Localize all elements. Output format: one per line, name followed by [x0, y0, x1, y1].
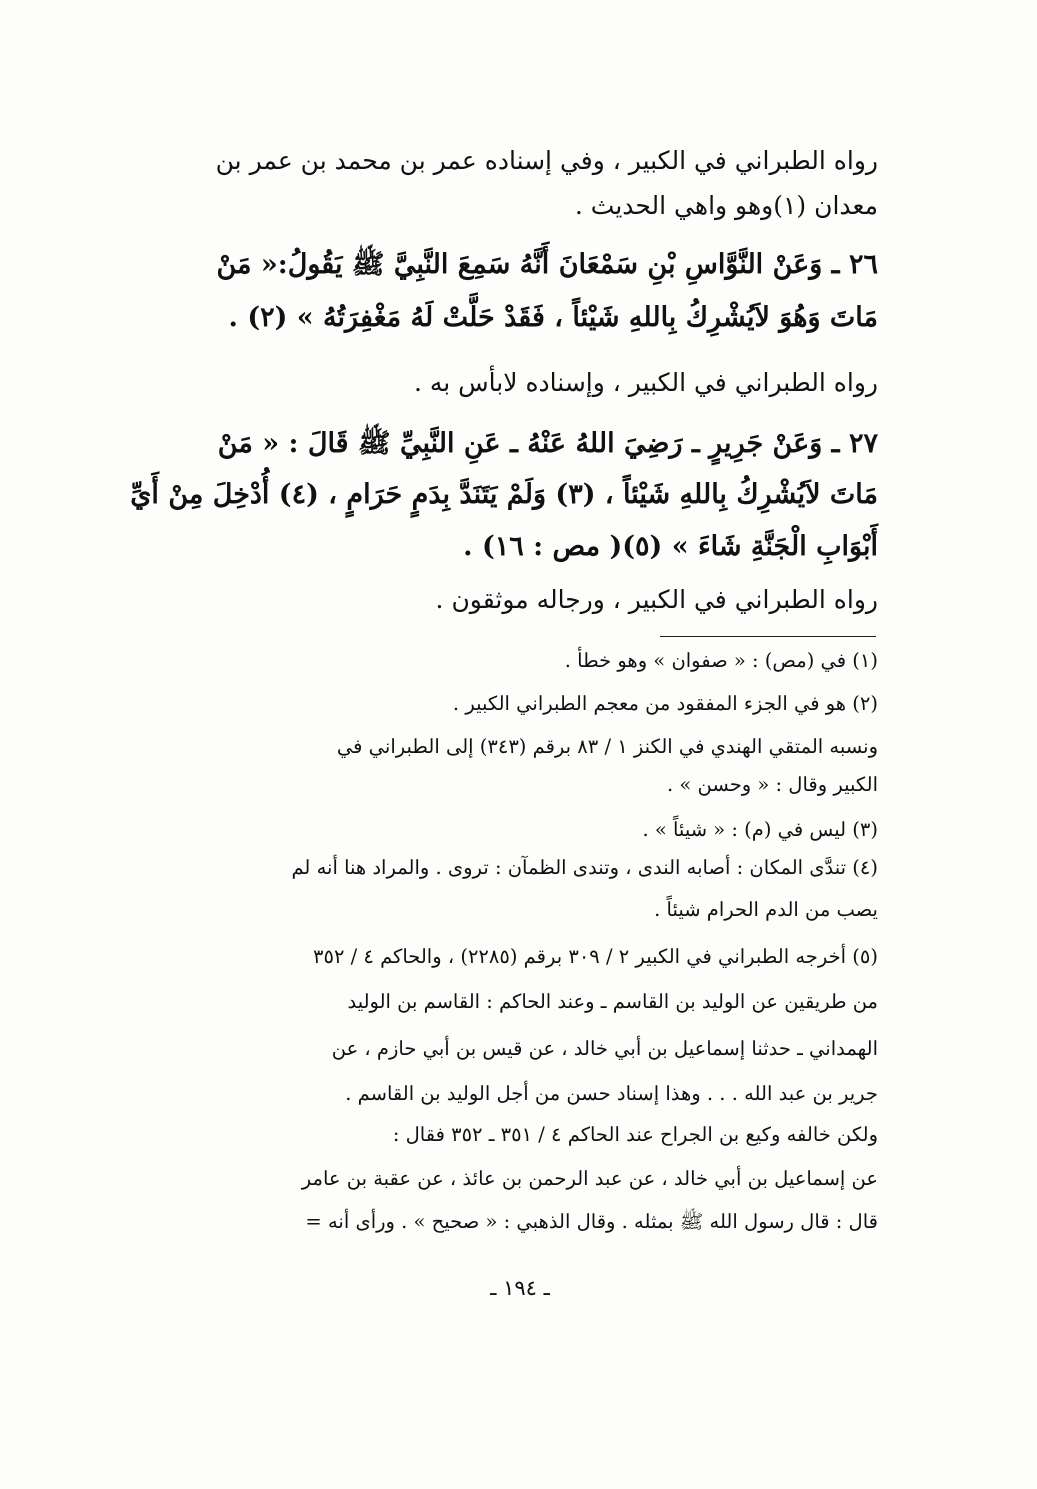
footnote-5-cont-5: عن إسماعيل بن أبي خالد ، عن عبد الرحمن بن عائذ ، عن عقبة بن عامر — [301, 1167, 878, 1190]
body-line-1: رواه الطبراني في الكبير ، وفي إسناده عمر بن محمد بن عمر بن — [215, 146, 878, 175]
footnote-5-cont-1: من طريقين عن الوليد بن القاسم ـ وعند الحاكم : القاسم بن الوليد — [347, 990, 878, 1013]
footnote-3: (٣) ليس في (م) : « شيئاً » . — [642, 818, 878, 841]
body-line-5: رواه الطبراني في الكبير ، وإسناده لابأس به . — [413, 368, 878, 397]
footnote-2-cont-2: الكبير وقال : « وحسن » . — [666, 773, 878, 796]
page-number: ـ ١٩٤ ـ — [490, 1276, 550, 1300]
footnote-separator — [660, 636, 876, 637]
hadith-26-line-2: مَاتَ وَهُوَ لاَيُشْرِكُ بِاللهِ شَيْئاً ، فَقَدْ حَلَّتْ لَهُ مَغْفِرَتُهُ » (٢) . — [228, 302, 878, 333]
footnote-1: (١) في (مص) : « صفوان » وهو خطأ . — [564, 649, 878, 672]
footnote-5-cont-4: ولكن خالفه وكيع بن الجراح عند الحاكم ٤ / ٣٥١ ـ ٣٥٢ فقال : — [392, 1123, 878, 1146]
hadith-27-line-3: أَبْوَابِ الْجَنَّةِ شَاءَ » (٥)( مص : ١٦) . — [463, 531, 878, 562]
footnote-5-cont-6: قال : قال رسول الله ﷺ بمثله . وقال الذهبي : « صحيح » . ورأى أنه = — [305, 1210, 878, 1233]
footnote-4: (٤) تندَّى المكان : أصابه الندى ، وتندى الظمآن : تروى . والمراد هنا أنه لم — [291, 856, 878, 879]
footnote-5-cont-3: جرير بن عبد الله . . . وهذا إسناد حسن من أجل الوليد بن القاسم . — [345, 1082, 878, 1105]
footnote-2-cont-1: ونسبه المتقي الهندي في الكنز ١ / ٨٣ برقم (٣٤٣) إلى الطبراني في — [336, 735, 878, 758]
body-line-9: رواه الطبراني في الكبير ، ورجاله موثقون . — [435, 585, 878, 614]
footnote-4-cont: يصب من الدم الحرام شيئاً . — [654, 898, 878, 921]
body-line-2: معدان (١)وهو واهي الحديث . — [574, 191, 878, 220]
footnote-2: (٢) هو في الجزء المفقود من معجم الطبراني الكبير . — [452, 692, 878, 715]
footnote-5: (٥) أخرجه الطبراني في الكبير ٢ / ٣٠٩ برقم (٢٢٨٥) ، والحاكم ٤ / ٣٥٢ — [313, 945, 878, 968]
hadith-27-line-2: مَاتَ لاَيُشْرِكُ بِاللهِ شَيْئاً ، (٣) وَلَمْ يَتَنَدَّ بِدَمٍ حَرَامٍ ، (٤) أُدْخِلَ مِنْ أَيِّ — [130, 479, 878, 510]
hadith-27-line-1: ٢٧ ـ وَعَنْ جَرِيرٍ ـ رَضِيَ اللهُ عَنْهُ ـ عَنِ النَّبِيِّ ﷺ قَالَ : « مَنْ — [217, 428, 878, 459]
hadith-26-line-1: ٢٦ ـ وَعَنْ النَّوَّاسِ بْنِ سَمْعَانَ أَنَّهُ سَمِعَ النَّبِيَّ ﷺ يَقُولُ:« مَنْ — [216, 249, 878, 280]
footnote-5-cont-2: الهمداني ـ حدثنا إسماعيل بن أبي خالد ، عن قيس بن أبي حازم ، عن — [331, 1037, 878, 1060]
